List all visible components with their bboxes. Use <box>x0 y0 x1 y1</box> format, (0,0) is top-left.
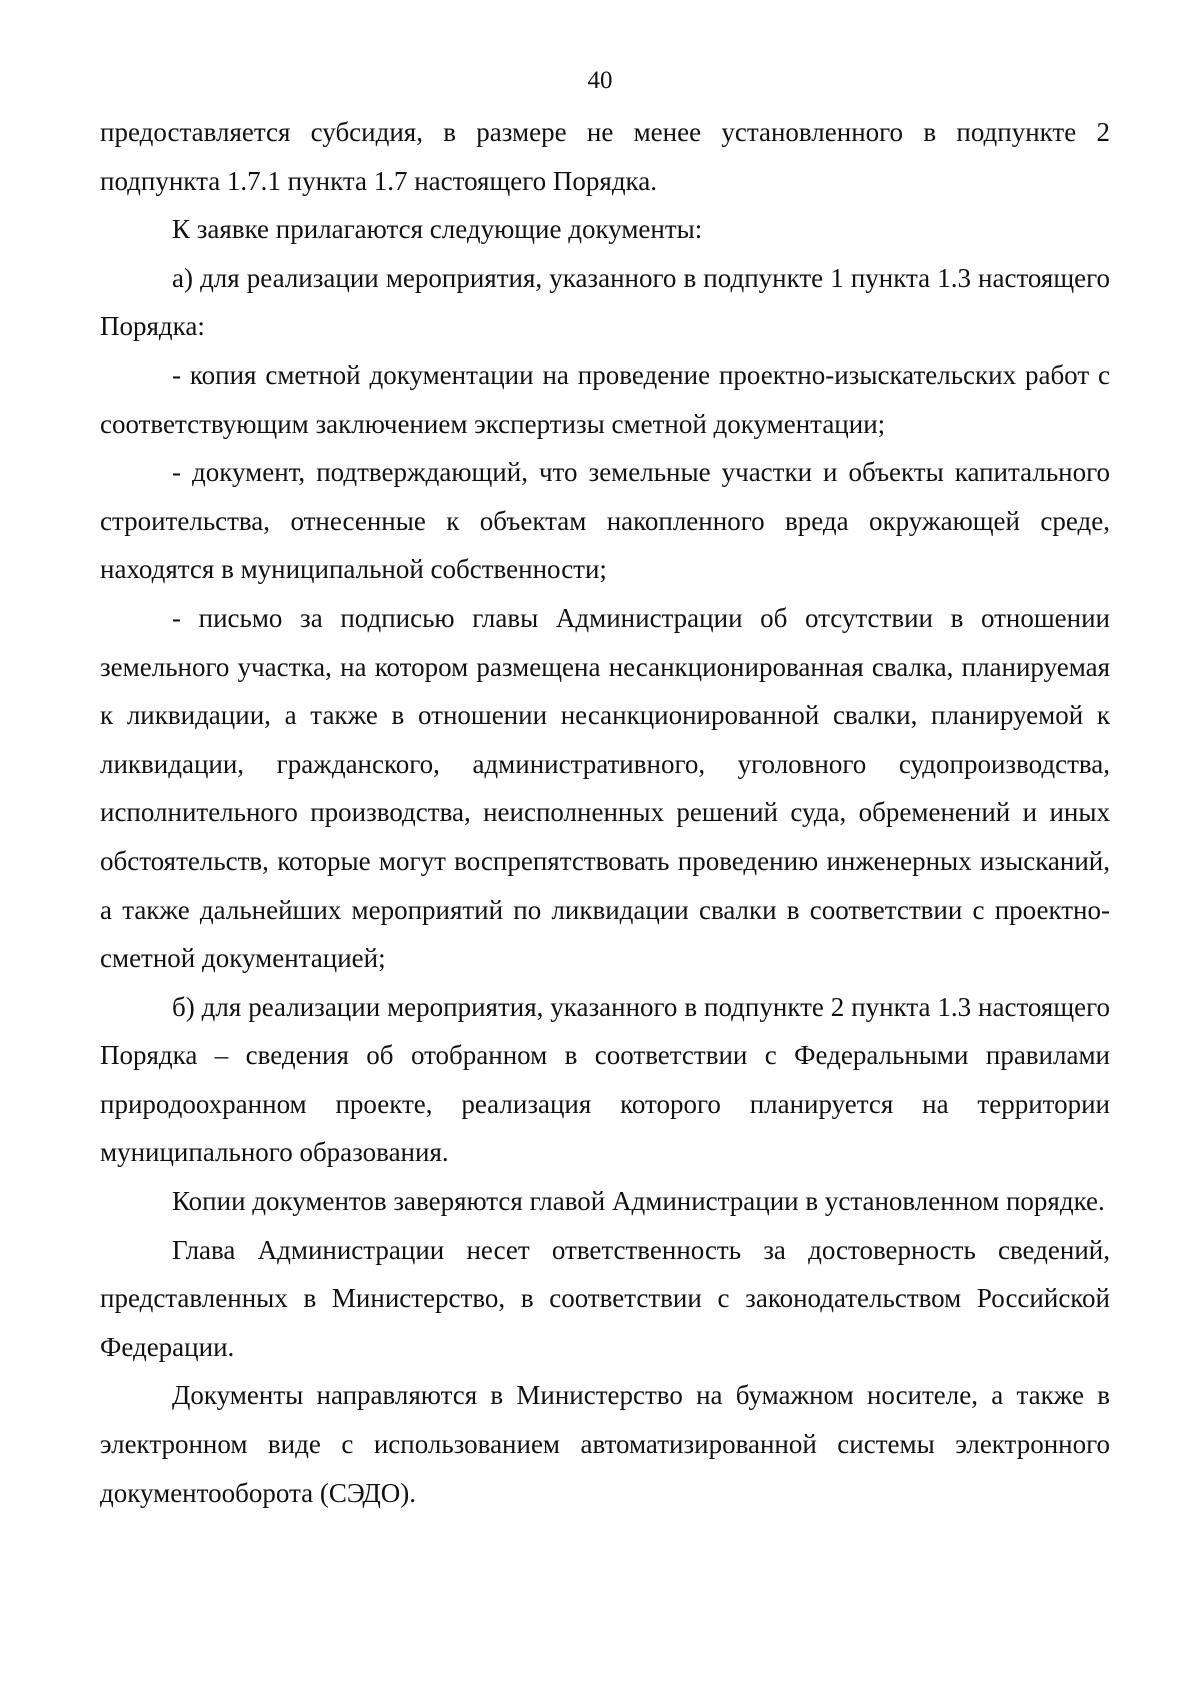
paragraph-submission: Документы направляются в Министерство на бумажном носителе, а также в электронном виде с использованием автоматизированной системы электронного документооборота (СЭДО). <box>100 1380 1110 1508</box>
paragraph-responsibility: Глава Администрации несет ответственность за достоверность сведений, представленных в Министерство, в соответствии с законодательством Российской Федерации. <box>100 1234 1110 1362</box>
paragraph-documents-intro: К заявке прилагаются следующие документы: <box>172 214 703 245</box>
page-number: 40 <box>587 67 613 94</box>
paragraph-dash-ownership-document: - документ, подтверждающий, что земельные участки и объекты капитального строительства, отнесенные к объектам накопленного вреда окружающей среде, находятся в муниципальной собственности; <box>100 457 1110 585</box>
paragraph-item-a: а) для реализации мероприятия, указанного в подпункте 1 пункта 1.3 настоящего Порядка: <box>100 262 1110 342</box>
paragraph-dash-administration-letter: - письмо за подписью главы Администрации об отсутствии в отношении земельного участка, на котором размещена несанкционированная свалка, планируемая к ликвидации, а также в отношении несанкционированной свалки, планируемой к ликвидации, гражданского, административного, уголовного судопроизводства, исполнительного производства, неисполненных решений суда, обременений и иных обстоятельств, которые могут воспрепятствовать проведению инженерных изысканий, а также дальнейших мероприятий по ликвидации свалки в соответствии с проектно-сметной документацией; <box>100 602 1110 974</box>
paragraph-item-b: б) для реализации мероприятия, указанного в подпункте 2 пункта 1.3 настоящего Порядка – сведения об отобранном в соответствии с Федеральными правилами природоохранном проекте, реализация которого планируется на территории муниципального образования. <box>100 991 1110 1168</box>
paragraph-copies: Копии документов заверяются главой Администрации в установленном порядке. <box>172 1186 1105 1217</box>
paragraph-continuation: предоставляется субсидия, в размере не менее установленного в подпункте 2 подпункта 1.7.1 пункта 1.7 настоящего Порядка. <box>100 117 1110 196</box>
paragraph-dash-estimate-copy: - копия сметной документации на проведение проектно-изыскательских работ с соответствующим заключением экспертизы сметной документации; <box>100 359 1110 439</box>
document-body <box>100 108 1110 1517</box>
